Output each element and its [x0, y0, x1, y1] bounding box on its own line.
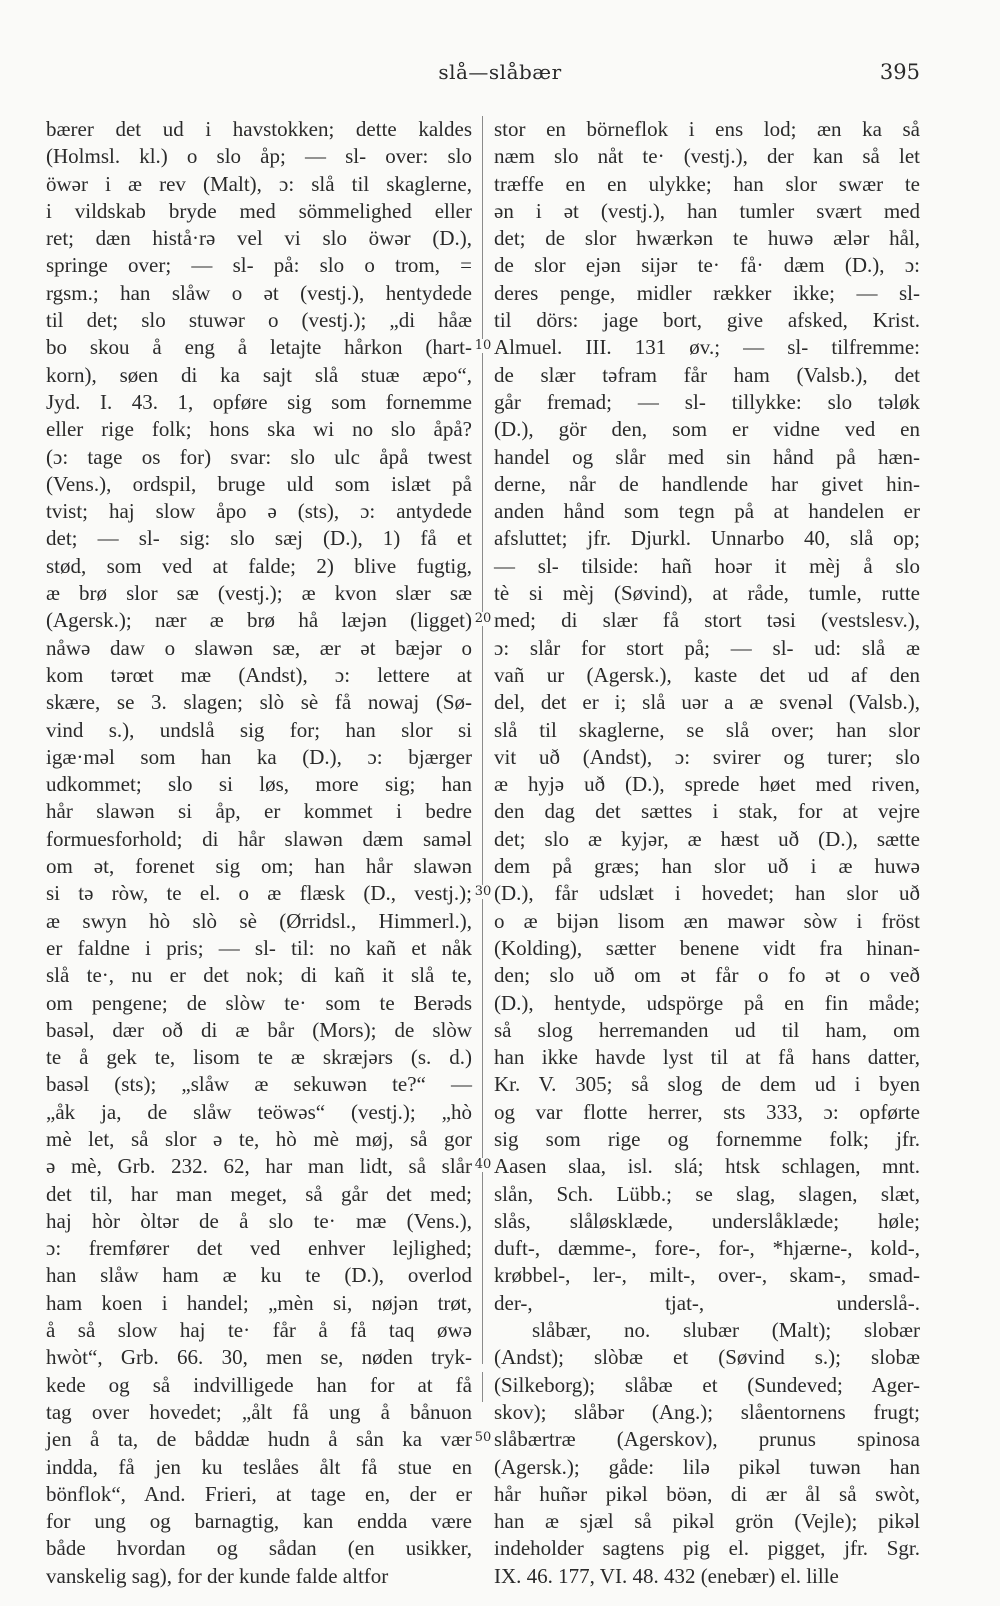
text-line: afsluttet; jfr. Djurkl. Unnarbo 40, slå op; [494, 526, 920, 551]
text-line: korn), søen di ka sajt slå stuæ æpo“, [46, 362, 472, 387]
text-line: indeholder sagtens pig el. pigget, jfr. Sgr. [494, 1536, 920, 1561]
text-line: det; slo æ kyjər, æ hæst uð (D.), sætte [494, 826, 920, 851]
text-line: han slåw ham æ ku te (D.), overlod [46, 1263, 472, 1288]
text-line: (ɔ: tage os for) svar: slo ulc åpå twest [46, 444, 472, 469]
text-line: det; — sl- sig: slo sæj (D.), 1) få et [46, 526, 472, 551]
text-line: ham koen i handel; „mèn si, nøjən trøt, [46, 1290, 472, 1315]
text-line: deres penge, midler rækker ikke; — sl- [494, 280, 920, 305]
text-line: æ hyjə uð (D.), sprede høet med riven, [494, 772, 920, 797]
page-number: 395 [879, 60, 920, 84]
text-line: sig som rige og fornemme folk; jfr. [494, 1126, 920, 1151]
text-line: stor en börneflok i ens lod; æn ka så [494, 117, 920, 141]
text-line: til dörs: jage bort, give afsked, Krist. [494, 308, 920, 333]
column-divider-lower [482, 1372, 483, 1402]
right-column [494, 116, 920, 1590]
text-line: det; de slor hwærkən te huwə ælər hål, [494, 226, 920, 251]
text-line: basəl (sts); „slåw æ sekuwən te?“ — [46, 1072, 472, 1097]
text-line: for ung og barnagtig, kan endda være [46, 1509, 472, 1534]
text-line: stød, som ved at falde; 2) blive fugtig, [46, 553, 472, 578]
text-line: vind s.), undslå sig for; han slor si [46, 717, 472, 742]
text-line: bo skou å eng å letajte hårkon (hart- [46, 335, 472, 360]
text-line: nåwə daw o slawən sæ, ær ət bæjər o [46, 635, 472, 660]
text-line: formuesforhold; di hår slawən dæm saməl [46, 826, 472, 851]
text-line: (Vens.), ordspil, bruge uld som islæt på [46, 471, 472, 496]
text-line: udkommet; slo si løs, more sig; han [46, 772, 472, 797]
text-line: vit uð (Andst), ɔ: svirer og turer; slo [494, 744, 920, 769]
text-line: ɔ: slår for stort på; — sl- ud: slå æ [494, 635, 920, 660]
text-line: „åk ja, de slåw teöwəs“ (vestj.); „hò [46, 1099, 472, 1124]
text-line: duft-, dæmme-, fore-, for-, *hjærne-, kold-, [494, 1236, 920, 1261]
text-line: si tə ròw, te el. o æ flæsk (D., vestj.); [46, 881, 472, 906]
text-line: indda, få jen ku teslåes ålt få stue en [46, 1454, 472, 1479]
text-line: går fremad; — sl- tillykke: slo təløk [494, 389, 920, 414]
text-line: haj hòr òltər de å slo te· mæ (Vens.), [46, 1208, 472, 1233]
text-line: tag over hovedet; „ålt få ung å bånuon [46, 1399, 472, 1424]
text-line: slå til skaglerne, se slå over; han slor [494, 717, 920, 742]
text-line: IX. 46. 177, VI. 48. 432 (enebær) el. lille [494, 1563, 839, 1588]
text-line: næm slo nåt te· (vestj.), der kan så let [494, 144, 920, 169]
text-line: Jyd. I. 43. 1, opføre sig som fornemme [46, 389, 472, 414]
text-line: tvist; haj slow åpo ə (sts), ɔ: antydede [46, 499, 472, 524]
text-line: igæ·məl som han ka (D.), ɔ: bjærger [46, 744, 472, 769]
text-line: handel og slår med sin hånd på hæn- [494, 444, 920, 469]
text-line: (Holmsl. kl.) o slo åp; — sl- over: slo [46, 144, 472, 169]
text-line: om pengene; de slòw te· som te Berəds [46, 990, 472, 1015]
text-line: er faldne i pris; — sl- til: no kañ et nåk [46, 935, 472, 960]
text-line: (Andst); slòbæ et (Søvind s.); slobæ [494, 1345, 920, 1370]
text-line: ɔ: fremfører det ved enhver lejlighed; [46, 1236, 472, 1261]
text-line: (Agersk.); gåde: lilə pikəl tuwən han [494, 1454, 920, 1479]
text-line: Almuel. III. 131 øv.; — sl- tilfremme: [494, 335, 920, 360]
line-marker: 10 [472, 339, 494, 353]
text-line: slån, Sch. Lübb.; se slag, slagen, slæt, [494, 1181, 920, 1206]
text-line: den; slo uð om ət får o fo ət o veð [494, 963, 920, 988]
text-line: bönflok“, And. Frieri, at tage en, der er [46, 1481, 472, 1506]
text-line: med; di slær få stort təsi (vestslesv.), [494, 608, 920, 633]
text-line: (Kolding), sætter benene vidt fra hinan- [494, 935, 920, 960]
text-line: (Agersk.); nær æ brø hå læjən (ligget) [46, 608, 472, 633]
text-line: i vildskab bryde med sömmelighed eller [46, 198, 472, 223]
text-line: slås, slåløsklæde, underslåklæde; høle; [494, 1208, 920, 1233]
text-line: træffe en en ulykke; han slor swær te [494, 171, 920, 196]
text-line: slåbær, no. slubær (Malt); slobær [532, 1318, 920, 1343]
line-marker: 20 [472, 612, 494, 626]
text-line: dem på græs; han slor uð i æ huwə [494, 854, 920, 879]
text-line: Aasen slaa, isl. slá; htsk schlagen, mnt. [494, 1154, 920, 1179]
text-line: kom tərœt mæ (Andst), ɔ: lettere at [46, 662, 472, 687]
text-line: (Silkeborg); slåbæ et (Sundeved; Ager- [494, 1372, 920, 1397]
text-line: æ swyn hò slò sè (Ørridsl., Himmerl.), [46, 908, 472, 933]
text-line: del, det er i; slå uər a æ svenəl (Valsb.), [494, 690, 920, 715]
text-line: krøbbel-, ler-, milt-, over-, skam-, smad- [494, 1263, 920, 1288]
text-line: (D.), gör den, som er vidne ved en [494, 417, 920, 442]
text-line: springe over; — sl- på: slo o trom, = [46, 253, 472, 278]
text-line: det til, har man meget, så går det med; [46, 1181, 472, 1206]
text-line: og var flotte herrer, sts 333, ɔ: opførte [494, 1099, 920, 1124]
text-line: vanskelig sag), for der kunde falde altfor [46, 1563, 389, 1588]
text-line: jen å ta, de båddæ hudn å sån ka vær [46, 1427, 472, 1452]
text-line: ən i ət (vestj.), han tumler svært med [494, 198, 920, 223]
text-line: æ brø slor sæ (vestj.); æ kvon slær sæ [46, 581, 472, 606]
text-line: anden hånd som tegn på at handelen er [494, 499, 920, 524]
text-line: o æ bijən lisom æn mawər sòw i fröst [494, 908, 920, 933]
text-line: der-, tjat-, underslå-. [494, 1290, 920, 1315]
text-line: (D.), hentyde, udspörge på en fin måde; [494, 990, 920, 1015]
text-line: — sl- tilside: hañ hoər it mèj å slo [494, 553, 920, 578]
text-line: de slor ejən sijər te· få· dæm (D.), ɔ: [494, 253, 920, 278]
text-line: kede og så indvilligede han for at få [46, 1372, 472, 1397]
running-header: slå—slåbær [438, 60, 562, 84]
text-line: eller rige folk; hons ska wi no slo åpå? [46, 417, 472, 442]
text-line: rgsm.; han slåw o ət (vestj.), hentydede [46, 280, 472, 305]
text-line: skære, se 3. slagen; slò sè få nowaj (Sø- [46, 690, 472, 715]
text-line: vañ ur (Agersk.), kaste det ud af den [494, 662, 920, 687]
text-line: å så slow haj te· får å få taq øwə [46, 1318, 472, 1343]
text-line: basəl, dær oð di æ bår (Mors); de slòw [46, 1017, 472, 1042]
text-line: han æ sjæl så pikəl grön (Vejle); pikəl [494, 1509, 920, 1534]
text-line: så slog herremanden ud til ham, om [494, 1017, 920, 1042]
text-line: (D.), får udslæt i hovedet; han slor uð [494, 881, 920, 906]
text-line: Kr. V. 305; så slog de dem ud i byen [494, 1072, 920, 1097]
column-divider [482, 116, 483, 1364]
text-line: derne, når de handlende har givet hin- [494, 471, 920, 496]
text-line: slå te·, nu er det nok; di kañ it slå te, [46, 963, 472, 988]
text-line: om ət, forenet sig om; han hår slawən [46, 854, 472, 879]
text-line: skov); slåbər (Ang.); slåentornens frugt; [494, 1399, 920, 1424]
text-line: den dag det sættes i stak, for at vejre [494, 799, 920, 824]
text-line: tè si mèj (Søvind), at råde, tumle, rutte [494, 581, 920, 606]
text-line: hår huñər pikəl böən, di ær ål så swòt, [494, 1481, 920, 1506]
text-line: mè let, så slor ə te, hò mè møj, så gor [46, 1126, 472, 1151]
text-line: bærer det ud i havstokken; dette kaldes [46, 117, 472, 141]
line-marker: 30 [472, 885, 494, 899]
text-line: hwòt“, Grb. 66. 30, men se, nøden tryk- [46, 1345, 472, 1370]
text-line: hår slawən si åp, er kommet i bedre [46, 799, 472, 824]
text-line: de slær təfram får ham (Valsb.), det [494, 362, 920, 387]
line-marker: 50 [472, 1431, 494, 1445]
text-line: öwər i æ rev (Malt), ɔ: slå til skaglerne, [46, 171, 472, 196]
left-column [46, 116, 472, 1590]
text-line: til det; slo stuwər o (vestj.); „di håæ [46, 308, 472, 333]
text-line: han ikke havde lyst til at få hans datter, [494, 1045, 920, 1070]
text-line: både hvordan og sådan (en usikker, [46, 1536, 472, 1561]
text-line: slåbærtræ (Agerskov), prunus spinosa [494, 1427, 920, 1452]
text-line: ret; dæn histå·rə vel vi slo öwər (D.), [46, 226, 472, 251]
text-line: ə mè, Grb. 232. 62, har man lidt, så slår [46, 1154, 472, 1179]
text-line: te å gek te, lisom te æ skræjərs (s. d.) [46, 1045, 472, 1070]
line-marker: 40 [472, 1158, 494, 1172]
